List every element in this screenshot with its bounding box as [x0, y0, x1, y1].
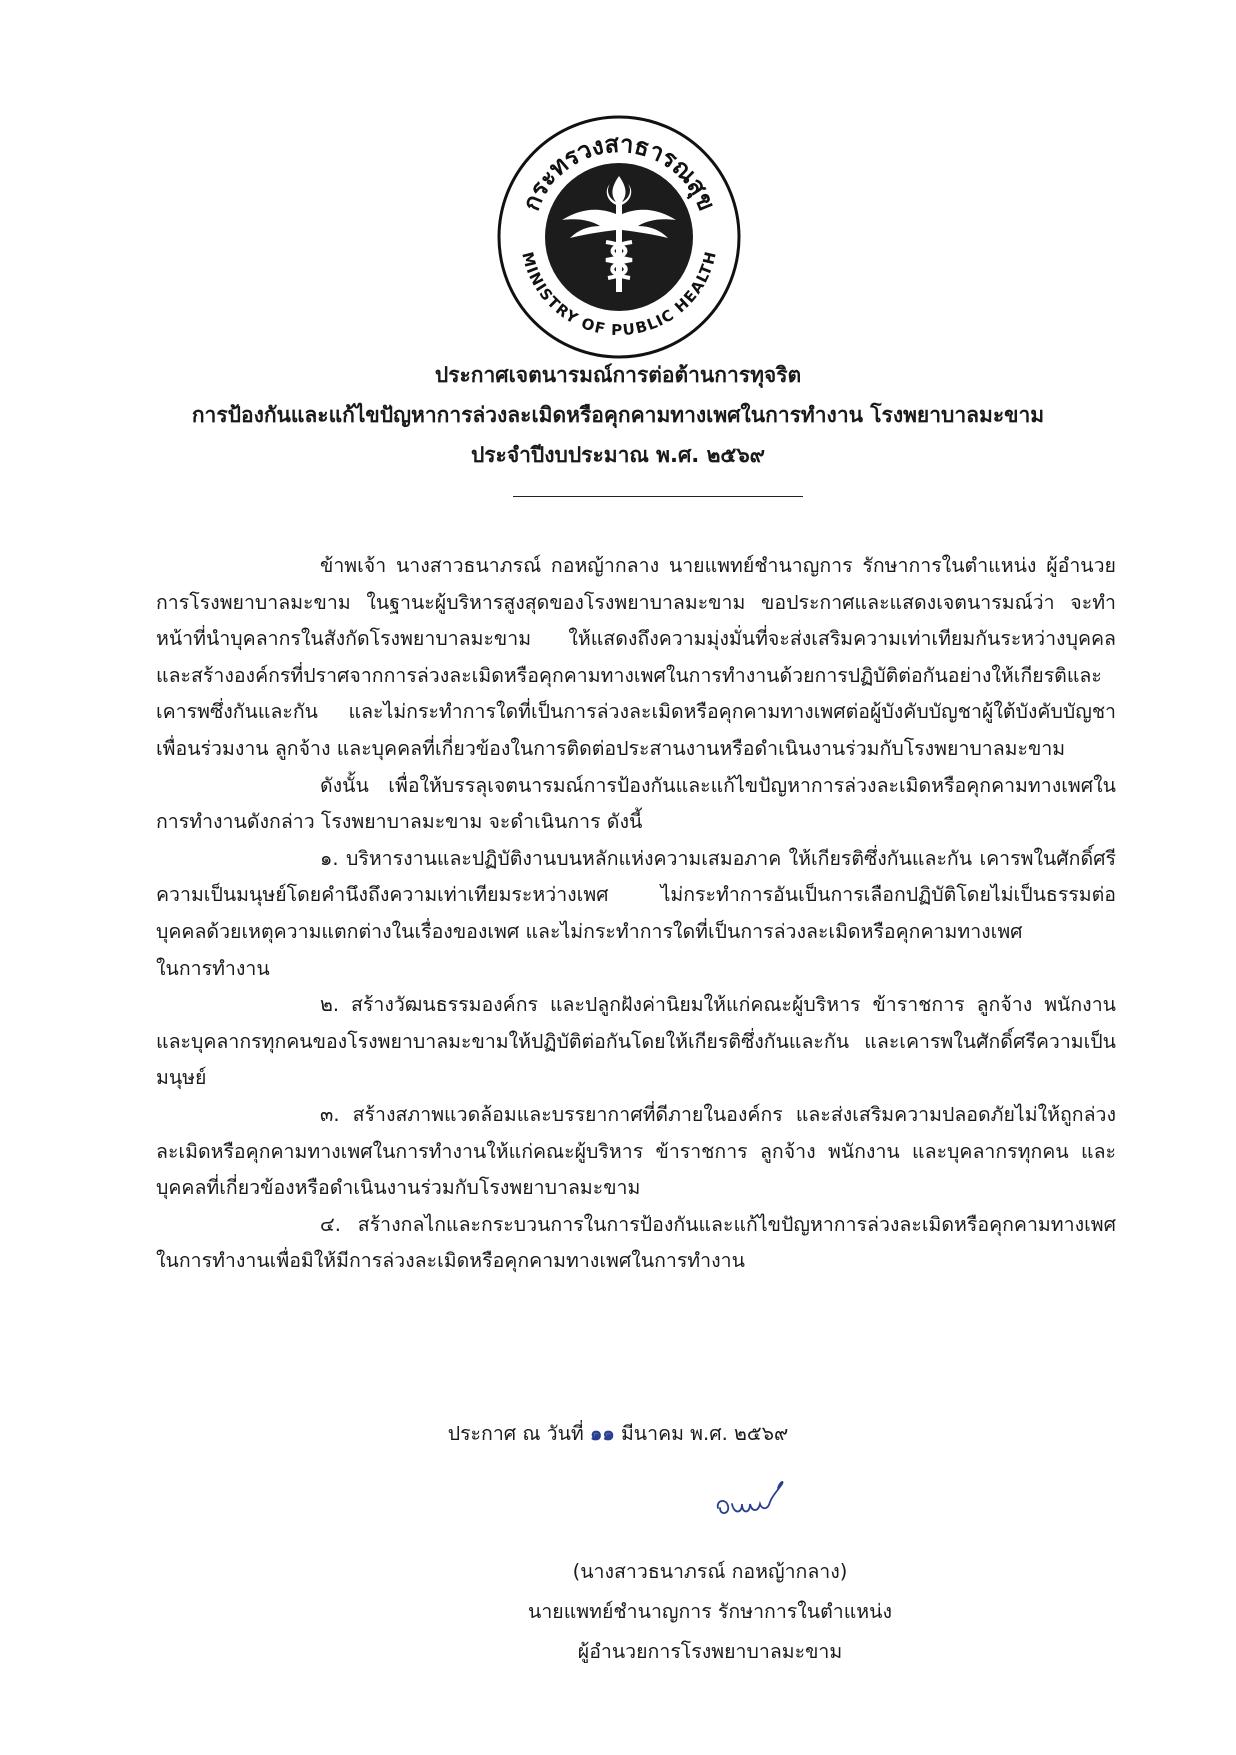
intro-paragraph: ข้าพเจ้า นางสาวธนาภรณ์ กอหญ้ากลาง นายแพทย์ชำนาญการ รักษาการในตำแหน่ง ผู้อำนวยการโรงพยาบาลมะขาม ในฐานะผู้บริหารสูงสุดของโรงพยาบาลมะขาม ขอประกาศและแสดงเจตนารมณ์ว่า จะทำหน้าที่นำบุคลากรในสังกัดโรงพยาบาลมะขาม ให้แสดงถึงความมุ่งมั่นที่จะส่งเสริมความเท่าเทียมกันระหว่างบุคคลและสร้างองค์กรที่ปราศจากการล่วงละเมิดหรือคุกคามทางเพศในการทำงานด้วยการปฏิบัติต่อกันอย่างให้เกียรติและเคารพซึ่งกันและกัน และไม่กระทำการใดที่เป็นการล่วงละเมิดหรือคุกคามทางเพศต่อผู้บังคับบัญชาผู้ใต้บังคับบัญชา เพื่อนร่วมงาน ลูกจ้าง และบุคคลที่เกี่ยวข้องในการติดต่อประสานงานหรือดำเนินงานร่วมกับโรงพยาบาลมะขาม [156, 554, 1116, 760]
date-suffix: มีนาคม พ.ศ. ๒๕๖๙ [620, 1422, 789, 1445]
item-1: ๑. บริหารงานและปฏิบัติงานบนหลักแห่งความเสมอภาค ให้เกียรติซึ่งกันและกัน เคารพในศักดิ์ศรีความเป็นมนุษย์โดยคำนึงถึงความเท่าเทียมระหว่างเพศ ไม่กระทำการอันเป็นการเลือกปฏิบัติโดยไม่เป็นธรรมต่อบุคคลด้วยเหตุความแตกต่างในเรื่องของเพศ และไม่กระทำการใดที่เป็นการล่วงละเมิดหรือคุกคามทางเพศ [156, 846, 1116, 943]
ministry-seal-logo [496, 114, 742, 360]
item-4: ๔. สร้างกลไกและกระบวนการในการป้องกันและแก้ไขปัญหาการล่วงละเมิดหรือคุกคามทางเพศในการทำงานเพื่อมิให้มีการล่วงละเมิดหรือคุกคามทางเพศในการทำงาน [156, 1212, 1116, 1273]
svg-text:MINISTRY OF PUBLIC HEALTH: MINISTRY OF PUBLIC HEALTH [518, 250, 720, 340]
signatory-name: (นางสาวธนาภรณ์ กอหญ้ากลาง) [572, 1560, 848, 1583]
announcement-body [156, 548, 1116, 1280]
announcement-date [0, 1416, 1236, 1452]
handwritten-signature [712, 1474, 802, 1526]
heading-line-2: การป้องกันและแก้ไขปัญหาการล่วงละเมิดหรือคุกคามทางเพศในการทำงาน โรงพยาบาลมะขาม [191, 403, 1045, 427]
purpose-paragraph: ดังนั้น เพื่อให้บรรลุเจตนารมณ์การป้องกันและแก้ไขปัญหาการล่วงละเมิดหรือคุกคามทางเพศในการทำงานดังกล่าว โรงพยาบาลมะขาม จะดำเนินการ ดังนี้ [156, 773, 1116, 834]
item-1-continuation: ในการทำงาน [156, 956, 270, 980]
svg-text:กระทรวงสาธารณสุข: กระทรวงสาธารณสุข [516, 129, 722, 215]
item-2: ๒. สร้างวัฒนธรรมองค์กร และปลูกฝังค่านิยมให้แก่คณะผู้บริหาร ข้าราชการ ลูกจ้าง พนักงาน และบุคลากรทุกคนของโรงพยาบาลมะขามให้ปฏิบัติต่อกันโดยให้เกียรติซึ่งกันและกัน และเคารพในศักดิ์ศรีความเป็นมนุษย์ [156, 993, 1116, 1090]
heading-line-3: ประจำปีงบประมาณ พ.ศ. ๒๕๖๙ [470, 443, 766, 467]
item-3: ๓. สร้างสภาพแวดล้อมและบรรยากาศที่ดีภายในองค์กร และส่งเสริมความปลอดภัยไม่ให้ถูกล่วงละเมิดหรือคุกคามทางเพศในการทำงานให้แก่คณะผู้บริหาร ข้าราชการ ลูกจ้าง พนักงาน และบุคลากรทุกคน และบุคคลที่เกี่ยวข้องหรือดำเนินงานร่วมกับโรงพยาบาลมะขาม [156, 1102, 1116, 1200]
heading-divider [513, 496, 803, 497]
signatory-position: นายแพทย์ชำนาญการ รักษาการในตำแหน่ง [528, 1600, 892, 1623]
signature-block [450, 1552, 970, 1672]
date-prefix: ประกาศ ณ วันที่ [447, 1422, 584, 1445]
signatory-title: ผู้อำนวยการโรงพยาบาลมะขาม [577, 1640, 843, 1663]
heading-line-1: ประกาศเจตนารมณ์การต่อต้านการทุจริต [434, 363, 802, 387]
date-day: ๑๑ [589, 1422, 615, 1445]
